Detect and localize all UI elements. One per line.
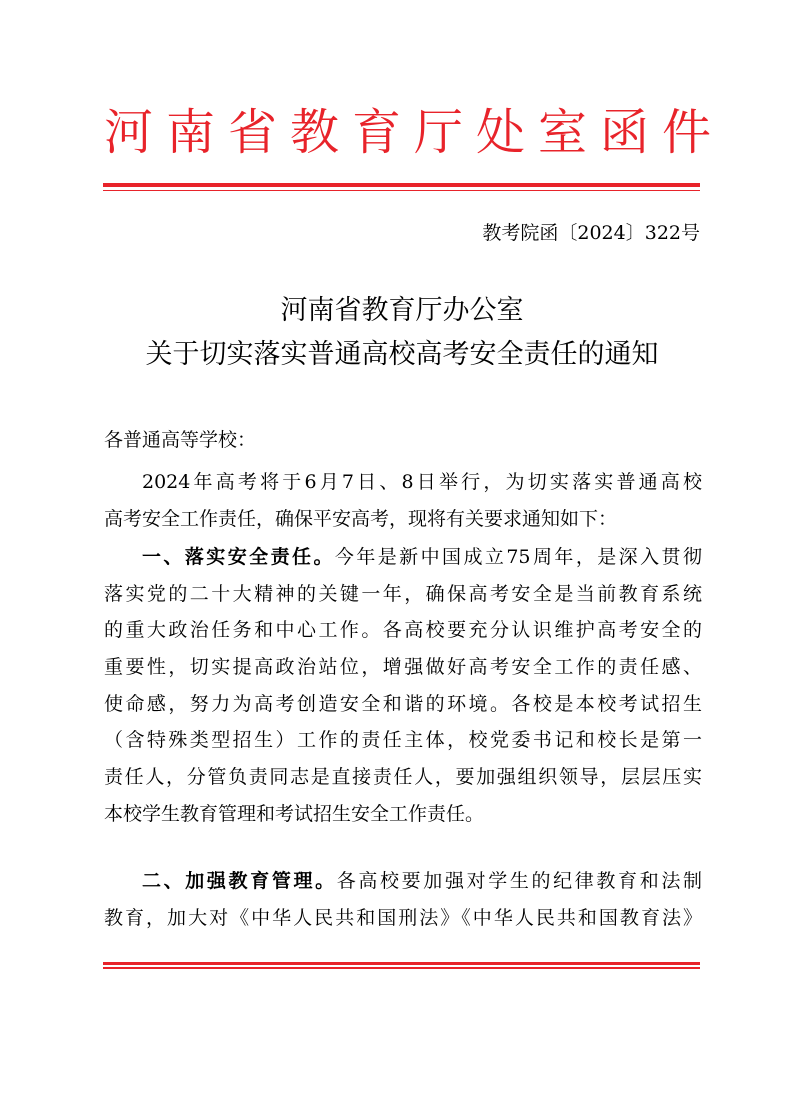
- document-title-line-1: 河南省教育厅办公室: [280, 295, 524, 326]
- paragraph-text: 各高校要加强对学生的纪律教育和法制: [336, 870, 702, 892]
- paragraph-line: 高考安全工作责任，确保平安高考，现将有关要求通知如下：: [104, 507, 618, 530]
- bottom-red-rule-thick: [103, 962, 700, 965]
- paragraph-line: 本校学生教育管理和考试招生安全工作责任。: [104, 802, 485, 825]
- paragraph-line: 教育，加大对《中华人民共和国刑法》《中华人民共和国教育法》: [104, 906, 702, 929]
- bottom-red-rule-thin: [103, 967, 700, 969]
- document-title-line-2: 关于切实落实普通高校高考安全责任的通知: [145, 339, 659, 370]
- paragraph-line: [104, 539, 702, 576]
- top-red-rule-thin: [103, 190, 700, 191]
- paragraph-line: 责任人，分管负责同志是直接责任人，要加强组织领导，层层压实: [104, 766, 702, 789]
- paragraph-line: [104, 863, 702, 900]
- section-heading: 二、加强教育管理。: [142, 870, 337, 892]
- document-number: 教考院函〔2024〕322号: [482, 222, 700, 244]
- top-red-rule-thick: [103, 183, 700, 187]
- paragraph-safety-responsibility: [104, 539, 702, 833]
- paragraph-text: 今年是新中国成立75周年，是深入贯彻: [334, 546, 702, 568]
- salutation: 各普通高等学校：: [104, 429, 257, 451]
- paragraph-line: 使命感，努力为高考创造安全和谐的环境。各校是本校考试招生: [104, 692, 702, 715]
- paragraph-line: 的重大政治任务和中心工作。各高校要充分认识维护高考安全的: [104, 619, 702, 642]
- paragraph-line: （含特殊类型招生）工作的责任主体，校党委书记和校长是第一: [104, 729, 702, 752]
- section-heading: 一、落实安全责任。: [142, 546, 335, 568]
- paragraph-intro: [104, 464, 702, 537]
- paragraph-line: 2024年高考将于6月7日、8日举行，为切实落实普通高校: [142, 471, 702, 493]
- masthead-title: 河南省教育厅处室函件: [104, 104, 725, 161]
- paragraph-line: 落实党的二十大精神的关键一年，确保高考安全是当前教育系统: [104, 582, 702, 605]
- paragraph-education-management: [104, 863, 702, 936]
- paragraph-line: 重要性，切实提高政治站位，增强做好高考安全工作的责任感、: [104, 656, 702, 679]
